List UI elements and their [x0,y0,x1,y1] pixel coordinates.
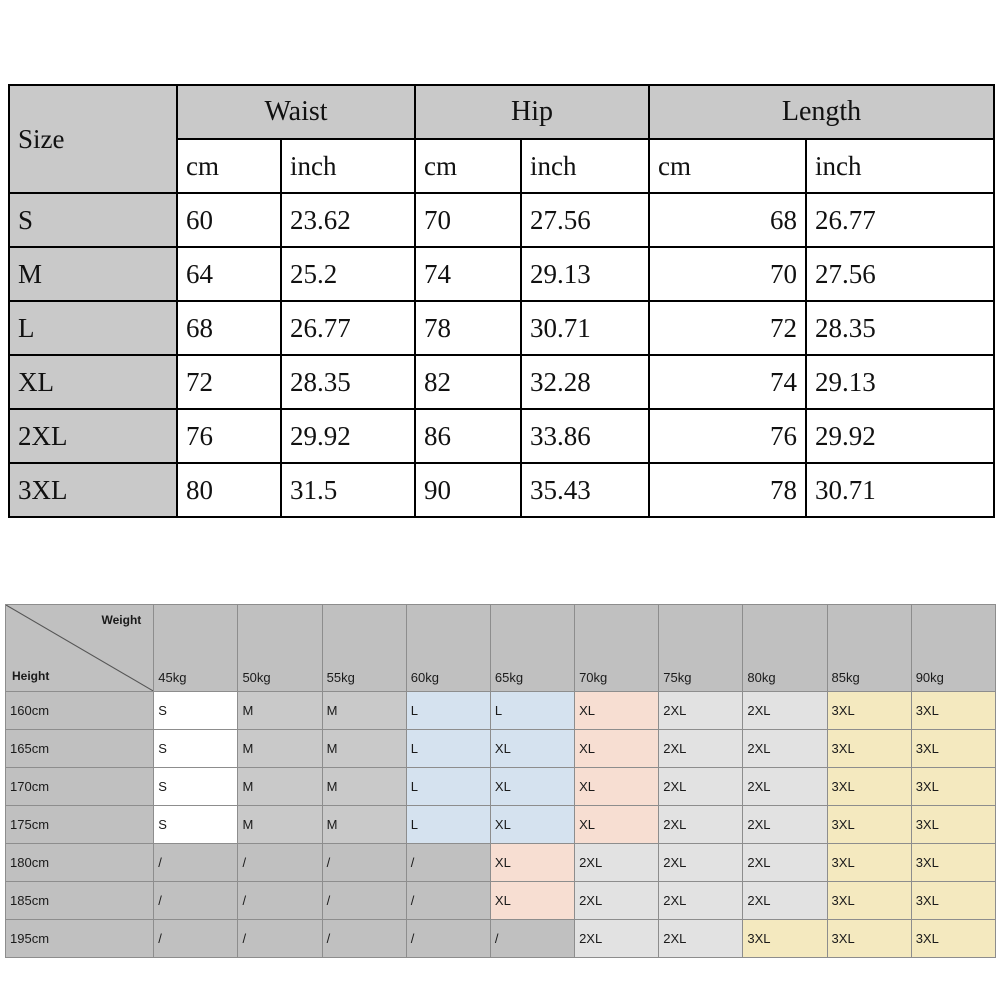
col-header-weight: 65kg [490,605,574,692]
col-header-weight: 75kg [659,605,743,692]
hw-cell: XL [490,844,574,882]
hw-cell: M [238,730,322,768]
cell-waist-inch: 31.5 [281,463,415,517]
row-header-height: 160cm [6,692,154,730]
table-row [9,355,994,409]
cell-hip-inch: 30.71 [521,301,649,355]
size-chart-table-container [8,84,993,518]
header-hip-cm: cm [415,139,521,193]
hw-cell: 2XL [743,730,827,768]
hw-cell: S [154,692,238,730]
row-header-height: 195cm [6,920,154,958]
hw-cell: S [154,806,238,844]
cell-hip-inch: 33.86 [521,409,649,463]
cell-length-inch: 27.56 [806,247,994,301]
hw-cell: XL [575,730,659,768]
hw-cell: M [322,806,406,844]
cell-waist-cm: 80 [177,463,281,517]
hw-cell: / [154,882,238,920]
cell-waist-inch: 25.2 [281,247,415,301]
hw-cell: / [490,920,574,958]
cell-waist-cm: 72 [177,355,281,409]
cell-waist-inch: 26.77 [281,301,415,355]
hw-cell: 2XL [743,882,827,920]
table-row [9,301,994,355]
hw-cell: / [154,844,238,882]
hw-cell: M [322,730,406,768]
hw-cell: 2XL [743,692,827,730]
cell-length-cm: 74 [649,355,806,409]
hw-cell: M [238,806,322,844]
hw-cell: 2XL [659,806,743,844]
size-chart-table [8,84,995,518]
hw-cell: XL [575,768,659,806]
cell-length-cm: 68 [649,193,806,247]
hw-cell: 2XL [659,844,743,882]
hw-cell: XL [490,882,574,920]
hw-cell: 3XL [827,692,911,730]
hw-cell: / [322,920,406,958]
hw-cell: M [238,692,322,730]
hw-cell: / [406,844,490,882]
hw-cell: L [490,692,574,730]
hw-cell: 3XL [911,844,995,882]
cell-hip-cm: 74 [415,247,521,301]
hw-cell: 2XL [659,730,743,768]
hw-cell: XL [575,806,659,844]
height-weight-table-container [5,604,996,958]
col-header-weight: 70kg [575,605,659,692]
col-header-weight: 90kg [911,605,995,692]
hw-cell: 2XL [743,768,827,806]
header-waist: Waist [177,85,415,139]
hw-cell: M [322,692,406,730]
hw-cell: 3XL [911,920,995,958]
col-header-weight: 60kg [406,605,490,692]
cell-waist-cm: 64 [177,247,281,301]
row-header-height: 165cm [6,730,154,768]
hw-cell: 2XL [743,806,827,844]
corner-diagonal-header [6,605,154,692]
hw-cell: 3XL [827,844,911,882]
cell-hip-inch: 27.56 [521,193,649,247]
corner-weight-label: Weight [101,613,142,627]
height-weight-table [5,604,996,958]
cell-length-cm: 78 [649,463,806,517]
hw-cell: / [322,844,406,882]
row-header-height: 170cm [6,768,154,806]
hw-cell: 2XL [575,844,659,882]
hw-cell: L [406,730,490,768]
table-row [6,920,996,958]
hw-cell: / [154,920,238,958]
hw-cell: XL [490,806,574,844]
hw-cell: 3XL [827,806,911,844]
cell-waist-inch: 28.35 [281,355,415,409]
table-row [6,692,996,730]
table-row [6,806,996,844]
hw-cell: 3XL [911,768,995,806]
cell-waist-inch: 29.92 [281,409,415,463]
table-row [9,247,994,301]
row-header-height: 175cm [6,806,154,844]
hw-cell: 3XL [911,806,995,844]
cell-waist-inch: 23.62 [281,193,415,247]
cell-hip-inch: 35.43 [521,463,649,517]
hw-cell: 2XL [659,768,743,806]
hw-cell: 3XL [911,692,995,730]
row-header-height: 180cm [6,844,154,882]
cell-length-cm: 76 [649,409,806,463]
hw-cell: 2XL [575,882,659,920]
hw-cell: 3XL [911,730,995,768]
header-size: Size [9,85,177,193]
hw-cell: XL [490,730,574,768]
hw-cell: 2XL [659,920,743,958]
hw-cell: 2XL [659,882,743,920]
col-header-weight: 85kg [827,605,911,692]
hw-cell: / [406,882,490,920]
cell-hip-cm: 78 [415,301,521,355]
hw-cell: M [238,768,322,806]
col-header-weight: 55kg [322,605,406,692]
col-header-weight: 50kg [238,605,322,692]
hw-cell: / [322,882,406,920]
header-waist-cm: cm [177,139,281,193]
cell-length-inch: 28.35 [806,301,994,355]
cell-size: L [9,301,177,355]
cell-waist-cm: 76 [177,409,281,463]
hw-cell: / [406,920,490,958]
table-row [6,882,996,920]
cell-hip-inch: 32.28 [521,355,649,409]
cell-length-inch: 29.92 [806,409,994,463]
cell-size: S [9,193,177,247]
cell-size: 3XL [9,463,177,517]
hw-cell: L [406,768,490,806]
header-hip-inch: inch [521,139,649,193]
table-row [6,844,996,882]
hw-cell: 2XL [659,692,743,730]
col-header-weight: 80kg [743,605,827,692]
header-hip: Hip [415,85,649,139]
hw-cell: S [154,768,238,806]
cell-size: M [9,247,177,301]
header-waist-inch: inch [281,139,415,193]
table-row [6,768,996,806]
hw-header-row [6,605,996,692]
hw-cell: XL [490,768,574,806]
table-row [9,193,994,247]
hw-cell: 3XL [827,920,911,958]
cell-length-cm: 72 [649,301,806,355]
table-row [6,730,996,768]
header-length: Length [649,85,994,139]
col-header-weight: 45kg [154,605,238,692]
cell-waist-cm: 60 [177,193,281,247]
hw-cell: 3XL [743,920,827,958]
hw-cell: / [238,882,322,920]
hw-cell: 2XL [743,844,827,882]
hw-cell: / [238,920,322,958]
cell-hip-inch: 29.13 [521,247,649,301]
hw-cell: / [238,844,322,882]
header-length-inch: inch [806,139,994,193]
hw-cell: 3XL [911,882,995,920]
cell-length-inch: 30.71 [806,463,994,517]
cell-size: XL [9,355,177,409]
hw-cell: L [406,692,490,730]
hw-cell: L [406,806,490,844]
cell-length-cm: 70 [649,247,806,301]
table-header-row-groups [9,85,994,139]
hw-cell: 2XL [575,920,659,958]
table-row [9,463,994,517]
cell-hip-cm: 86 [415,409,521,463]
hw-cell: M [322,768,406,806]
cell-waist-cm: 68 [177,301,281,355]
cell-length-inch: 26.77 [806,193,994,247]
hw-cell: 3XL [827,730,911,768]
cell-size: 2XL [9,409,177,463]
cell-length-inch: 29.13 [806,355,994,409]
hw-cell: 3XL [827,882,911,920]
cell-hip-cm: 70 [415,193,521,247]
header-length-cm: cm [649,139,806,193]
table-row [9,409,994,463]
row-header-height: 185cm [6,882,154,920]
hw-cell: S [154,730,238,768]
hw-cell: XL [575,692,659,730]
cell-hip-cm: 90 [415,463,521,517]
cell-hip-cm: 82 [415,355,521,409]
corner-height-label: Height [12,669,50,683]
hw-cell: 3XL [827,768,911,806]
